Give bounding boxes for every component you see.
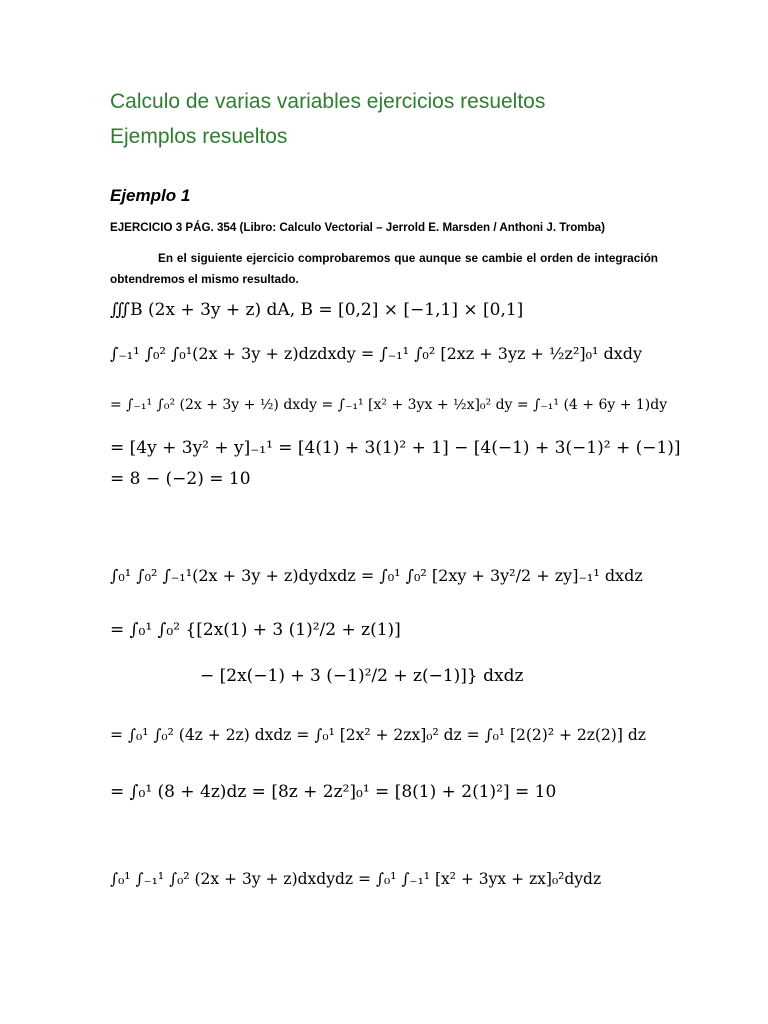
equation-line: ∫₋₁¹ ∫₀² ∫₀¹(2x + 3y + z)dzdxdy = ∫₋₁¹ ∫₀² [2xz + 3yz + ½z²]₀¹ dxdy bbox=[110, 344, 643, 363]
equation-line: = ∫₀¹ (8 + 4z)dz = [8z + 2z²]₀¹ = [8(1) + 2(1)²] = 10 bbox=[110, 782, 557, 802]
exercise-reference: EJERCICIO 3 PÁG. 354 (Libro: Calculo Vectorial – Jerrold E. Marsden / Anthoni J. Tromba) bbox=[110, 221, 605, 234]
example-title: Ejemplo 1 bbox=[110, 186, 191, 205]
equation-line: = 8 − (−2) = 10 bbox=[110, 469, 251, 489]
intro-paragraph: En el siguiente ejercicio comprobaremos que aunque se cambie el orden de integración obtendremos el mismo resultado. bbox=[110, 251, 658, 286]
equation-line: = [4y + 3y² + y]₋₁¹ = [4(1) + 3(1)² + 1] − [4(−1) + 3(−1)² + (−1)] bbox=[110, 438, 681, 458]
page-heading-line-1: Calculo de varias variables ejercicios resueltos bbox=[110, 90, 546, 113]
page-heading-line-2: Ejemplos resueltos bbox=[110, 125, 288, 148]
equation-line: ∫₀¹ ∫₀² ∫₋₁¹(2x + 3y + z)dydxdz = ∫₀¹ ∫₀² [2xy + 3y²/2 + zy]₋₁¹ dxdz bbox=[110, 566, 643, 585]
equation-line: = ∫₋₁¹ ∫₀² (2x + 3y + ½) dxdy = ∫₋₁¹ [x² + 3yx + ½x]₀² dy = ∫₋₁¹ (4 + 6y + 1)dy bbox=[110, 397, 668, 413]
equation-line: = ∫₀¹ ∫₀² (4z + 2z) dxdz = ∫₀¹ [2x² + 2zx]₀² dz = ∫₀¹ [2(2)² + 2z(2)] dz bbox=[110, 726, 646, 744]
equation-line: = ∫₀¹ ∫₀² {[2x(1) + 3 (1)²/2 + z(1)] bbox=[110, 620, 401, 640]
equation-line: ∫₀¹ ∫₋₁¹ ∫₀² (2x + 3y + z)dxdydz = ∫₀¹ ∫₋₁¹ [x² + 3yx + zx]₀²dydz bbox=[110, 870, 602, 888]
equation-line: − [2x(−1) + 3 (−1)²/2 + z(−1)]} dxdz bbox=[200, 666, 524, 686]
equation-statement: ∭B (2x + 3y + z) dA, B = [0,2] × [−1,1] × [0,1] bbox=[110, 300, 524, 320]
